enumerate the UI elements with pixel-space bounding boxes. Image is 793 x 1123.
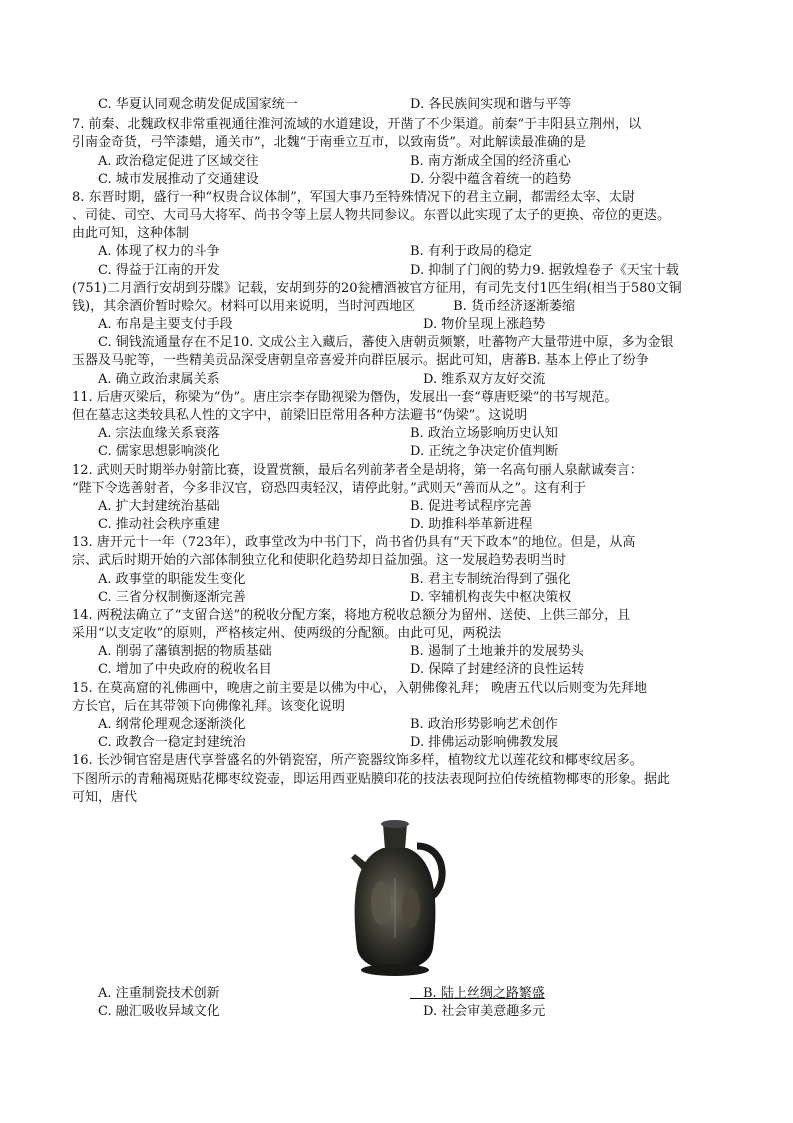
text-line-l23b: B. 促进考试程序完善 (410, 499, 532, 514)
text-line-l31b: B. 遏制了土地兼并的发展势头 (410, 644, 584, 659)
text-line-l10b: D. 抑制了门阀的势力9. 据敦煌卷子《天宝十载 (410, 263, 679, 278)
text-line-l40b: B. 陆上丝绸之路繁盛 (410, 986, 545, 1001)
text-line-l8: 由此可知，这种体制 (72, 226, 190, 241)
text-line-l2: 7. 前秦、北魏政权非常重视通往淮河流域的水道建设，开凿了不少渠道。前秦“于丰阳县立荆州，以 (72, 117, 642, 132)
text-line-l28b: D. 宰辅机构丧失中枢决策权 (410, 590, 572, 605)
text-line-l17: 11. 后唐灭梁后，称梁为“伪”。唐庄宗李存勖视梁为僭伪，发展出一套“尊唐贬梁”的书写规范。 (72, 390, 618, 405)
text-line-l30: 采用“以支定收”的原则，严格核定州、使两级的分配额。由此可见，两税法 (72, 626, 502, 641)
text-line-l27b: B. 君主专制统治得到了强化 (410, 572, 571, 587)
text-line-l4b: B. 南方渐成全国的经济重心 (410, 154, 571, 169)
text-line-l32: C. 增加了中央政府的税收名目 (98, 662, 272, 677)
text-line-l21: 12. 武则天时期举办射箭比赛，设置赏额，最后名列前茅者全是胡将，第一名高句丽人泉献诚奏言： (72, 463, 643, 478)
text-line-l34: 方长官，后在其带领下向佛像礼拜。该变化说明 (72, 699, 346, 714)
text-line-l4: A. 政治稳定促进了区域交往 (98, 154, 259, 169)
text-line-l12: 钱)，其余酒价暂时赊欠。材料可以用来说明，当时河西地区 (72, 299, 416, 314)
text-line-l9: A. 体现了权力的斗争 (98, 244, 220, 259)
text-line-l14: C. 铜钱流通量存在不足10. 文成公主入藏后，蕃使入唐朝贡频繁，吐蕃物产大量带进中原，多为金银 (98, 335, 674, 350)
text-line-l36: C. 政教合一稳定封建统治 (98, 735, 246, 750)
text-line-l25: 13. 唐开元十一年（723年），政事堂改为中书门下，尚书省仍具有“天下政本”的地位。但是，从高 (72, 535, 636, 550)
text-line-l16: A. 确立政治隶属关系 (98, 372, 220, 387)
text-line-l5b: D. 分裂中蕴含着统一的趋势 (410, 172, 572, 187)
text-line-l19: A. 宗法血缘关系衰落 (98, 426, 220, 441)
text-line-l36b: D. 排佛运动影响佛教发展 (410, 735, 559, 750)
text-line-l32b: D. 保障了封建经济的良性运转 (410, 662, 585, 677)
ceramic-ewer-image (345, 818, 450, 986)
text-line-l18: 但在墓志这类较具私人性的文字中，前梁旧臣常用各种方法避书“伪梁”。这说明 (72, 408, 528, 423)
text-line-l1: C. 华夏认同观念萌发促成国家统一 (98, 97, 298, 112)
text-line-l10: C. 得益于江南的开发 (98, 263, 220, 278)
text-line-l3: 引南金奇货，弓竿漆蜡，通关市”，北魏“于南垂立互市，以致南货”。对此解读最准确的是 (72, 135, 586, 150)
text-line-l28: C. 三省分权制衡逐渐完善 (98, 590, 246, 605)
text-line-l29: 14. 两税法确立了“支留合送”的税收分配方案，将地方税收总额分为留州、送使、上供三部分，且 (72, 608, 631, 623)
text-line-l27: A. 政事堂的职能发生变化 (98, 572, 246, 587)
text-line-l15: 玉器及马驼等，一些精美贡品深受唐朝皇帝喜爱并向群臣展示。据此可知，唐蕃B. 基本上停止了纷争 (72, 353, 649, 368)
text-line-l20b: D. 正统之争决定价值判断 (410, 444, 559, 459)
text-line-l24b: D. 助推科举革新进程 (410, 517, 533, 532)
text-line-l24: C. 推动社会秩序重建 (98, 517, 220, 532)
text-line-l41: C. 融汇吸收异域文化 (98, 1004, 220, 1019)
text-line-l20: C. 儒家思想影响淡化 (98, 444, 220, 459)
text-line-l6: 8. 东晋时期，盛行一种“权贵合议体制”，军国大事乃至特殊情况下的君主立嗣，都需经太宰、太尉 (72, 190, 635, 205)
text-line-l13b: D. 物价呈现上涨趋势 (410, 317, 546, 332)
text-line-l41b: D. 社会审美意趣多元 (410, 1004, 546, 1019)
text-line-l5: C. 城市发展推动了交通建设 (98, 172, 259, 187)
text-line-l23: A. 扩大封建统治基础 (98, 499, 220, 514)
ewer-illustration (345, 818, 450, 986)
text-line-l35: A. 纲常伦理观念逐渐淡化 (98, 717, 246, 732)
text-line-l7: 、司徒、司空、大司马大将军、尚书令等上层人物共同参议。东晋以此实现了太子的更换、帝位的更迭。 (72, 208, 671, 223)
text-line-l16b: D. 维系双方友好交流 (410, 372, 546, 387)
text-line-l38: 下图所示的青釉褐斑贴花椰枣纹瓷壶，即运用西亚贴膜印花的技法表现阿拉伯传统植物椰枣的形象。据此 (72, 772, 671, 787)
text-line-l1b: D. 各民族间实现和谐与平等 (410, 97, 572, 112)
text-line-l35b: B. 政治形势影响艺术创作 (410, 717, 558, 732)
text-line-l33: 15. 在莫高窟的礼佛画中，晚唐之前主要是以佛为中心，入朝佛像礼拜； 晚唐五代以后则变为先拜地 (72, 681, 647, 696)
text-line-l39: 可知，唐代 (72, 790, 138, 805)
text-line-l9b: B. 有利于政局的稳定 (410, 244, 532, 259)
text-line-l37: 16. 长沙铜官窑是唐代享誉盛名的外销瓷窑，所产瓷器纹饰多样，植物纹尤以莲花纹和椰枣纹居多。 (72, 753, 643, 768)
text-line-l19b: B. 政治立场影响历史认知 (410, 426, 558, 441)
text-line-l31: A. 削弱了藩镇割据的物质基础 (98, 644, 272, 659)
text-line-l11: (751)二月酒行安胡到芬牒》记载，安胡到芬的20瓮槽酒被官方征用，有司先支付1匹生绢(相当于580文铜 (72, 281, 682, 296)
text-line-l13: A. 布帛是主要支付手段 (98, 317, 233, 332)
text-line-l12b: B. 货币经济逐渐萎缩 (410, 299, 575, 314)
text-line-l40: A. 注重制瓷技术创新 (98, 986, 220, 1001)
text-line-l22: “陛下令选善射者，今多非汉官，窃恐四夷轻汉，请停此射。”武则天“善而从之”。这有利于 (72, 481, 587, 496)
text-line-l26: 宗、武后时期开始的六部体制独立化和使职化趋势却日益加强。这一发展趋势表明当时 (72, 553, 567, 568)
